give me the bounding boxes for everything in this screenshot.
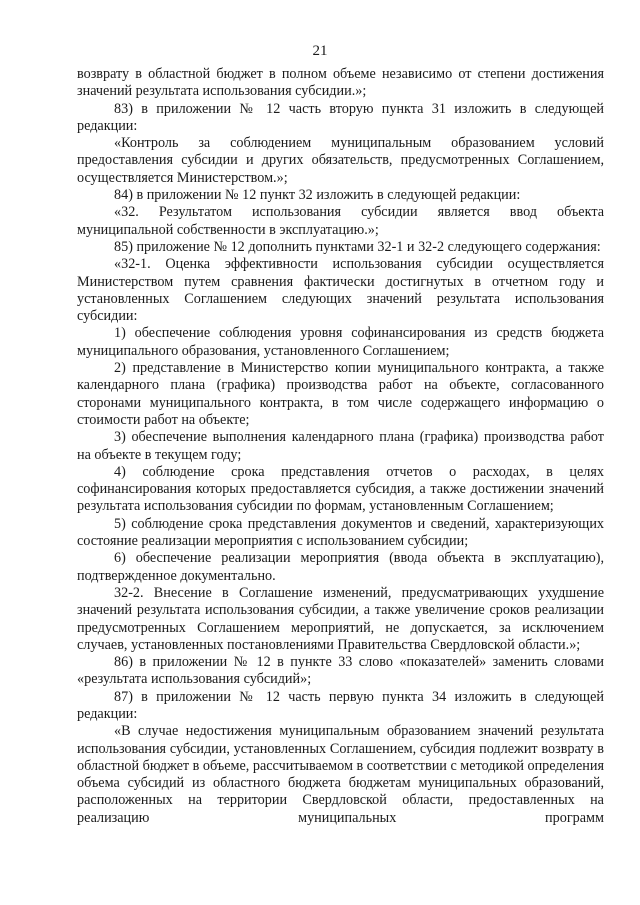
paragraph: «32-1. Оценка эффективности использования субсидии осуществляется Министерством путем сравнения фактически достигнутых в отчетном году и установленных Соглашением следующих значений результата использования субсидии: [77, 256, 604, 325]
page-number: 21 [312, 43, 328, 59]
paragraph: 1) обеспечение соблюдения уровня софинансирования из средств бюджета муниципального образования, установленного Соглашением; [77, 325, 604, 359]
paragraph: 83) в приложении № 12 часть вторую пункта 31 изложить в следующей редакции: [77, 100, 604, 134]
paragraph: 32-2. Внесение в Соглашение изменений, предусматривающих ухудшение значений результата использования субсидии, а также увеличение сроков реализации предусмотренных Соглашением мероприятий, не допускается, за исключением случаев, установленных постановлениями Правительства Свердловской области.»; [77, 584, 604, 653]
paragraph: 85) приложение № 12 дополнить пунктами 32-1 и 32-2 следующего содержания: [114, 238, 601, 255]
paragraph: «В случае недостижения муниципальным образованием значений результата использования субсидии, установленных Соглашением, субсидия подлежит возврату в областной бюджет в объеме, рассчитываемом в соответствии с методикой определения объема субсидий из областного бюджета бюджетам муниципальных образований, расположенных на территории Свердловской области, предоставленных на реализацию муниципальных программ [77, 723, 604, 826]
paragraph: возврату в областной бюджет в полном объеме независимо от степени достижения значений результата использования субсидии.»; [77, 66, 604, 100]
paragraph: 87) в приложении № 12 часть первую пункта 34 изложить в следующей редакции: [77, 688, 604, 722]
paragraph: «Контроль за соблюдением муниципальным образованием условий предоставления субсидии и других обязательств, предусмотренных Соглашением, осуществляется Министерством.»; [77, 135, 604, 186]
paragraph: 6) обеспечение реализации мероприятия (ввода объекта в эксплуатацию), подтвержденное документально. [77, 550, 604, 584]
paragraph: «32. Результатом использования субсидии является ввод объекта муниципальной собственности в эксплуатацию.»; [77, 204, 604, 238]
paragraph: 84) в приложении № 12 пункт 32 изложить в следующей редакции: [114, 187, 521, 204]
paragraph: 4) соблюдение срока представления отчетов о расходах, в целях софинансирования которых предоставляется субсидия, а также достижении значений результата использования субсидии по формам, установленным Соглашением; [77, 463, 604, 515]
paragraph: 3) обеспечение выполнения календарного плана (графика) производства работ на объекте в текущем году; [77, 429, 604, 463]
paragraph: 5) соблюдение срока представления документов и сведений, характеризующих состояние реализации мероприятия с использованием субсидии; [77, 515, 604, 550]
paragraph: 2) представление в Министерство копии муниципального контракта, а также календарного плана (графика) производства работ на объекте, согласованного сторонами муниципального контракта, в том числе содержащего информацию о стоимости работ на объекте; [77, 360, 604, 428]
paragraph: 86) в приложении № 12 в пункте 33 слово «показателей» заменить словами «результата использования субсидий»; [77, 654, 604, 688]
document-body [77, 66, 604, 827]
